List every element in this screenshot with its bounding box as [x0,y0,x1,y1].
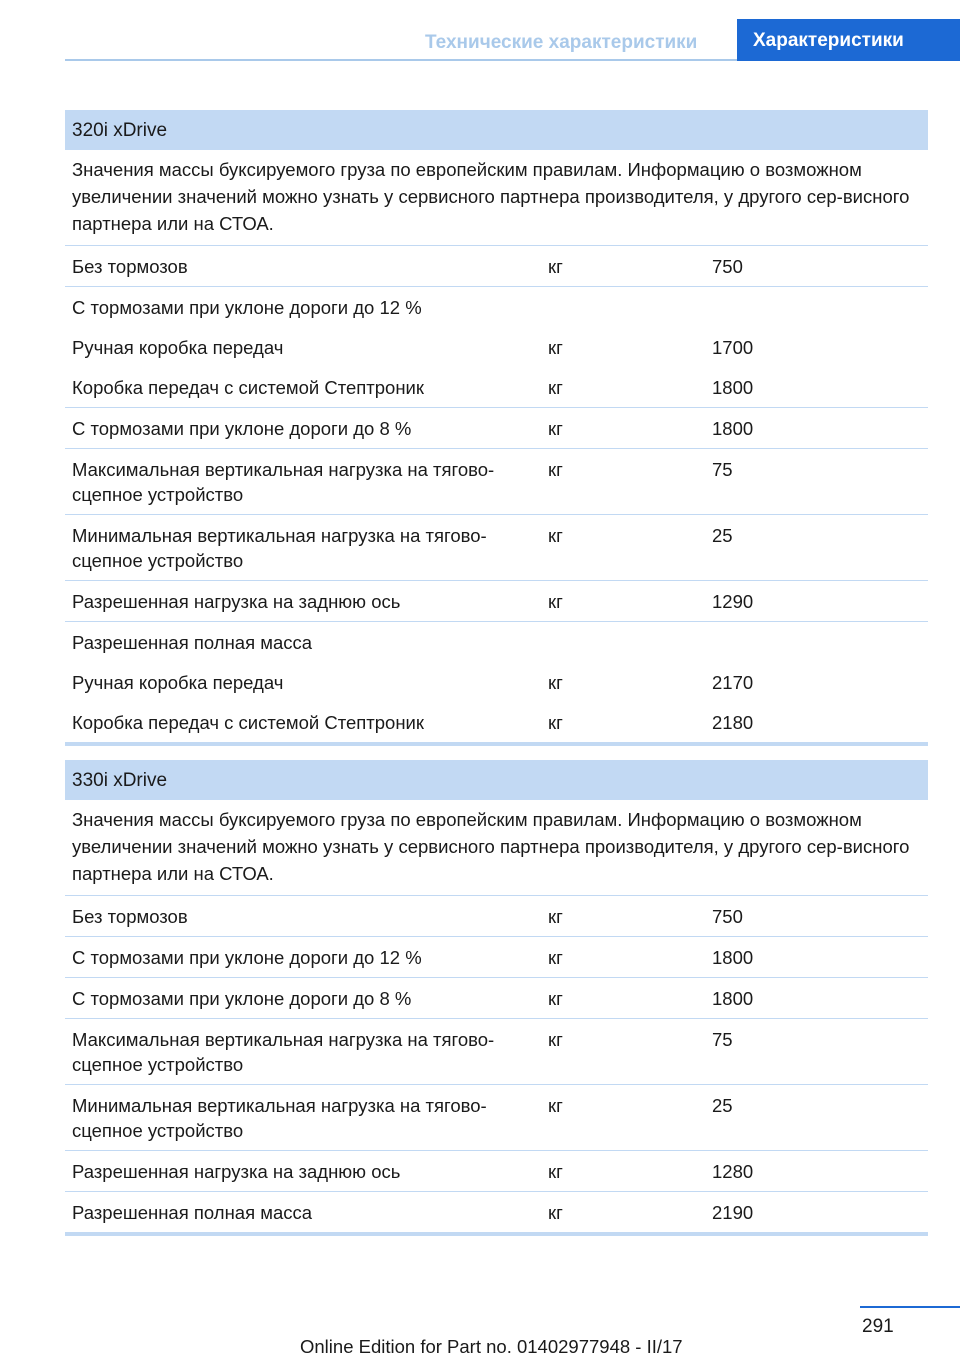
table-title: 330i xDrive [65,760,928,800]
table-row [65,1192,928,1232]
row-unit [535,287,712,327]
row-label: Ручная коробка передач [72,672,284,693]
row-label: Разрешенная полная масса [72,1202,313,1223]
row-unit: кг [548,1202,563,1223]
row-label: Ручная коробка передач [72,337,284,358]
row-unit: кг [548,988,563,1009]
spec-table-330i [65,760,928,1236]
table-title: 320i xDrive [65,110,928,150]
header-divider [65,59,737,61]
row-unit: кг [548,1095,563,1116]
row-unit: кг [548,1161,563,1182]
row-label: Разрешенная нагрузка на заднюю ось [72,591,401,612]
row-label: Без тормозов [72,256,188,277]
table-row [65,937,928,978]
row-unit: кг [548,256,563,277]
row-value: 2170 [712,672,754,693]
table-bottom-rule [65,1232,928,1236]
row-value: 1290 [712,591,754,612]
table-row [65,581,928,622]
table-row [65,408,928,449]
row-label: Максимальная вертикальная нагрузка на тягово-сцепное устройство [72,1029,495,1075]
table-row [65,246,928,287]
row-label: С тормозами при уклоне дороги до 8 % [72,988,412,1009]
row-label: С тормозами при уклоне дороги до 8 % [72,418,412,439]
row-value: 1280 [712,1161,754,1182]
row-value: 1800 [712,418,754,439]
row-label: С тормозами при уклоне дороги до 12 % [72,297,422,318]
row-label: Без тормозов [72,906,188,927]
row-value [712,622,928,662]
row-unit: кг [548,672,563,693]
table-row [65,515,928,581]
row-value: 2180 [712,712,754,733]
row-value: 750 [712,256,743,277]
row-value [712,287,928,327]
row-value: 75 [712,459,733,480]
row-label: Коробка передач с системой Стептроник [72,377,424,398]
row-unit: кг [548,459,563,480]
table-row [65,662,928,702]
row-label: Минимальная вертикальная нагрузка на тягово-сцепное устройство [72,525,487,571]
table-row [65,449,928,515]
spec-table-320i [65,110,928,746]
table-row [65,367,928,408]
table-bottom-rule [65,742,928,746]
row-value: 750 [712,906,743,927]
table-row [65,287,928,327]
section-title: Технические характеристики [425,32,698,53]
row-label: С тормозами при уклоне дороги до 12 % [72,947,422,968]
row-value: 25 [712,1095,733,1116]
row-value: 1800 [712,988,754,1009]
page-header [0,0,960,62]
table-row [65,702,928,742]
row-unit: кг [548,591,563,612]
footer-divider [860,1306,960,1308]
row-value: 1700 [712,337,754,358]
row-value: 1800 [712,947,754,968]
table-row [65,978,928,1019]
row-value: 2190 [712,1202,754,1223]
row-value: 25 [712,525,733,546]
table-description: Значения массы буксируемого груза по европейским правилам. Информацию о возможном увеличении значений можно узнать у сервисного партнера производителя, у другого сер-висного партнера или на СТОА. [65,800,928,896]
row-unit: кг [548,337,563,358]
row-unit: кг [548,525,563,546]
row-label: Разрешенная нагрузка на заднюю ось [72,1161,401,1182]
row-label: Минимальная вертикальная нагрузка на тягово-сцепное устройство [72,1095,487,1141]
page-number: 291 [862,1316,894,1337]
row-unit [535,622,712,662]
row-label: Коробка передач с системой Стептроник [72,712,424,733]
row-unit: кг [548,418,563,439]
table-row [65,1019,928,1085]
table-row [65,327,928,367]
row-label: Максимальная вертикальная нагрузка на тягово-сцепное устройство [72,459,495,505]
row-unit: кг [548,1029,563,1050]
row-label: Разрешенная полная масса [72,632,313,653]
table-description: Значения массы буксируемого груза по европейским правилам. Информацию о возможном увеличении значений можно узнать у сервисного партнера производителя, у другого сер-висного партнера или на СТОА. [65,150,928,246]
row-unit: кг [548,947,563,968]
row-unit: кг [548,712,563,733]
chapter-tab[interactable]: Характеристики [737,19,960,61]
table-row [65,896,928,937]
row-value: 1800 [712,377,754,398]
table-row [65,1151,928,1192]
row-unit: кг [548,377,563,398]
edition-text: Online Edition for Part no. 01402977948 - II/17 [300,1336,683,1357]
row-value: 75 [712,1029,733,1050]
row-unit: кг [548,906,563,927]
table-row [65,1085,928,1151]
table-row [65,622,928,662]
